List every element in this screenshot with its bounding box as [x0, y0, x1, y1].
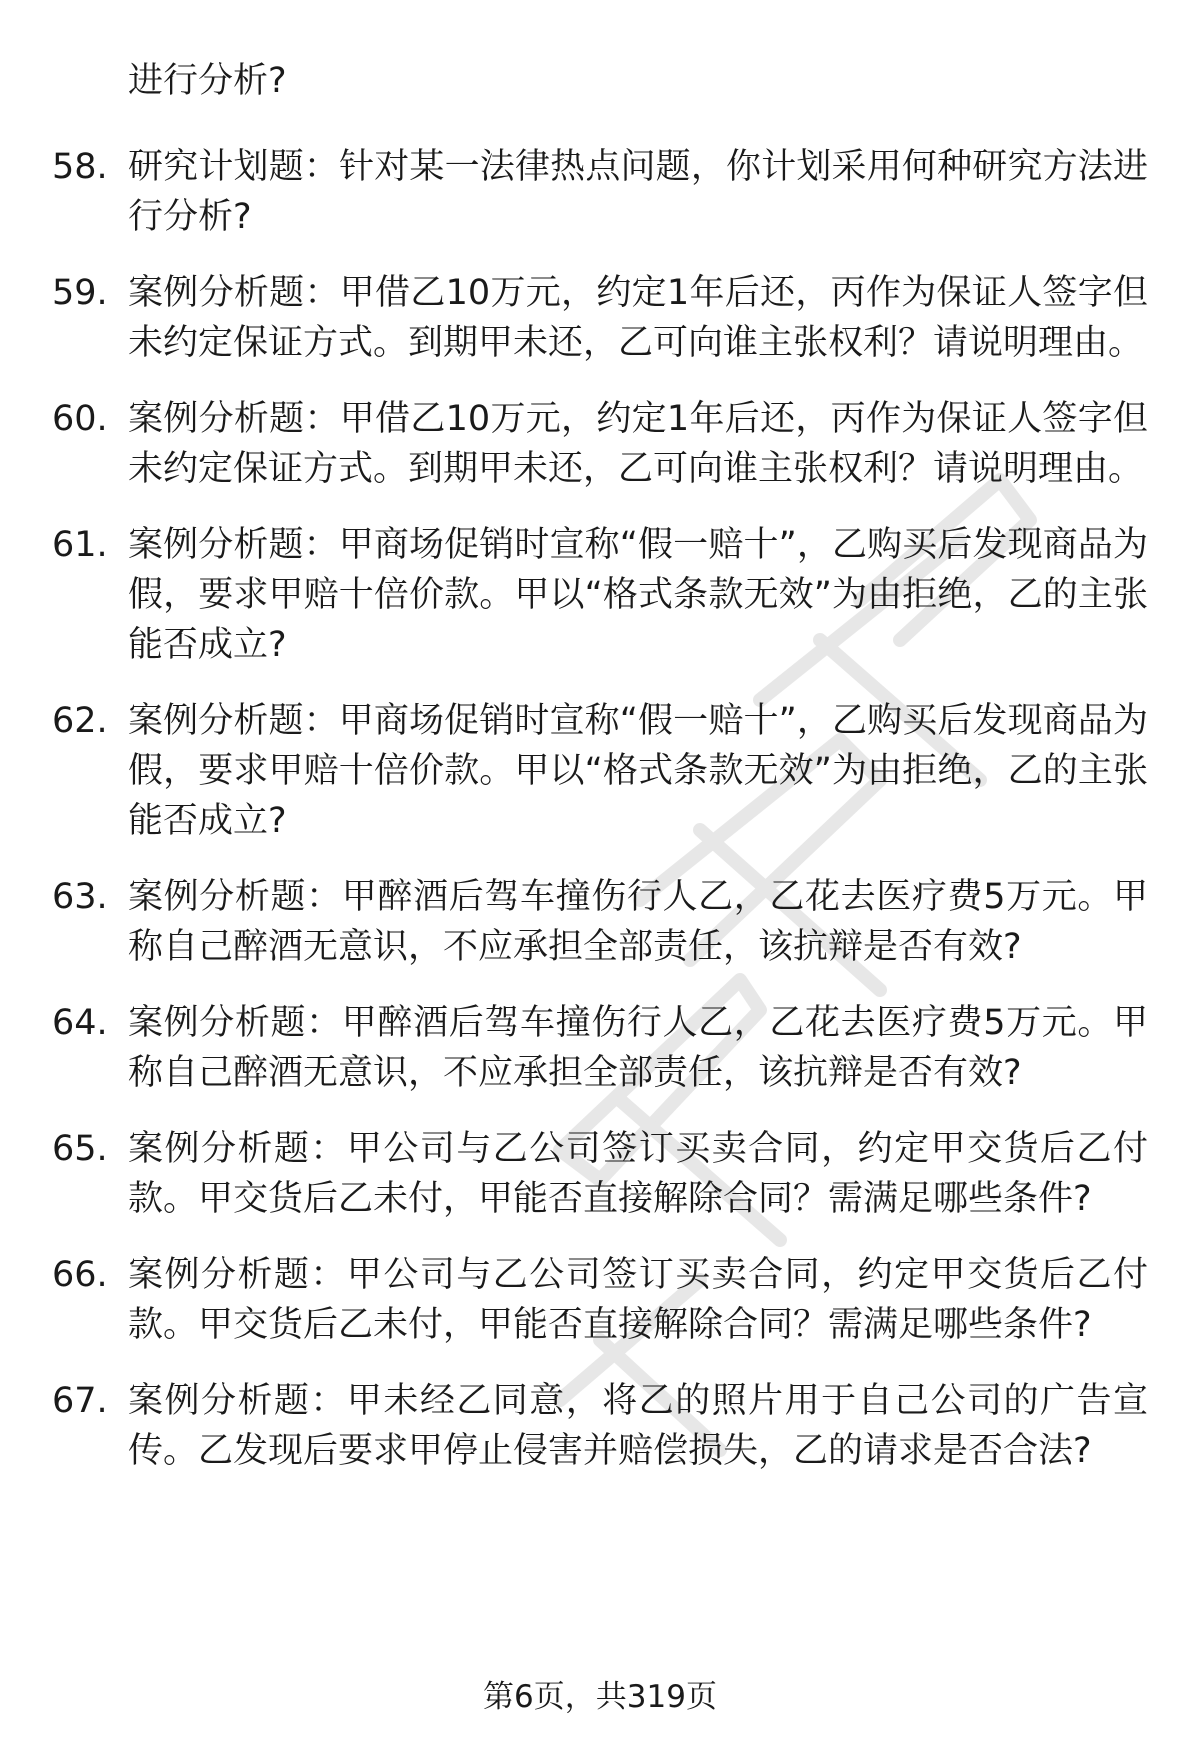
question-number: 60.	[52, 399, 108, 439]
question-list	[0, 142, 1200, 1502]
question-item	[0, 520, 1200, 670]
question-text: 案例分析题：甲借乙10万元，约定1年后还，丙作为保证人签字但未约定保证方式。到期甲未还，乙可向谁主张权利？请说明理由。	[128, 399, 1148, 489]
question-item	[0, 1124, 1200, 1224]
question-item	[0, 142, 1200, 242]
question-text: 案例分析题：甲未经乙同意，将乙的照片用于自己公司的广告宣传。乙发现后要求甲停止侵害并赔偿损失，乙的请求是否合法?	[128, 1381, 1148, 1471]
question-number: 62.	[52, 701, 108, 741]
question-number: 67.	[52, 1381, 108, 1421]
question-item	[0, 1250, 1200, 1350]
question-number: 64.	[52, 1003, 108, 1043]
question-text: 案例分析题：甲公司与乙公司签订买卖合同，约定甲交货后乙付款。甲交货后乙未付，甲能否直接解除合同？需满足哪些条件?	[128, 1255, 1148, 1345]
question-text: 案例分析题：甲醉酒后驾车撞伤行人乙，乙花去医疗费5万元。甲称自己醉酒无意识，不应承担全部责任，该抗辩是否有效?	[128, 1003, 1148, 1093]
question-text: 研究计划题：针对某一法律热点问题，你计划采用何种研究方法进行分析?	[128, 147, 1148, 237]
question-text: 案例分析题：甲醉酒后驾车撞伤行人乙，乙花去医疗费5万元。甲称自己醉酒无意识，不应承担全部责任，该抗辩是否有效?	[128, 877, 1148, 967]
question-number: 65.	[52, 1129, 108, 1169]
question-number: 59.	[52, 273, 108, 313]
question-text: 案例分析题：甲商场促销时宣称“假一赔十”，乙购买后发现商品为假，要求甲赔十倍价款。甲以“格式条款无效”为由拒绝，乙的主张能否成立?	[128, 525, 1148, 665]
question-item	[0, 268, 1200, 368]
question-number: 66.	[52, 1255, 108, 1295]
question-text: 案例分析题：甲公司与乙公司签订买卖合同，约定甲交货后乙付款。甲交货后乙未付，甲能否直接解除合同？需满足哪些条件?	[128, 1129, 1148, 1219]
question-text: 案例分析题：甲商场促销时宣称“假一赔十”，乙购买后发现商品为假，要求甲赔十倍价款。甲以“格式条款无效”为由拒绝，乙的主张能否成立?	[128, 701, 1148, 841]
question-item	[0, 872, 1200, 972]
continuation-text: 进行分析?	[128, 61, 287, 101]
question-number: 61.	[52, 525, 108, 565]
question-item	[0, 1376, 1200, 1476]
question-number: 58.	[52, 147, 108, 187]
page-footer: 第6页，共319页	[483, 1679, 717, 1715]
question-item	[0, 696, 1200, 846]
question-item	[0, 998, 1200, 1098]
question-item	[0, 394, 1200, 494]
question-text: 案例分析题：甲借乙10万元，约定1年后还，丙作为保证人签字但未约定保证方式。到期甲未还，乙可向谁主张权利？请说明理由。	[128, 273, 1148, 363]
question-number: 63.	[52, 877, 108, 917]
